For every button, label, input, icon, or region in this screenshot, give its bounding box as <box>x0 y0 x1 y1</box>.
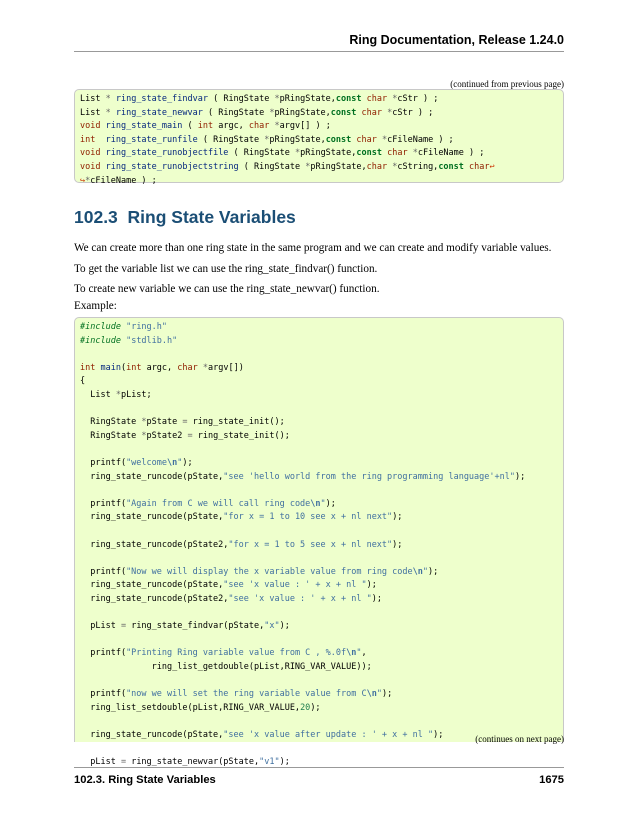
code-line <box>80 348 558 362</box>
code-token: ); <box>428 566 439 577</box>
code-line <box>80 93 558 107</box>
running-header-title: Ring Documentation, Release 1.24.0 <box>349 33 564 47</box>
code-line <box>80 715 558 729</box>
code-line <box>80 593 558 607</box>
code-token: , <box>361 648 367 659</box>
code-token: pRingState, <box>269 134 326 145</box>
code-token: ring_state_runfile <box>105 134 198 145</box>
code-token: ring_state_init(); <box>187 417 285 428</box>
code-token: ( RingState <box>202 107 270 118</box>
code-token: pList; <box>120 389 152 400</box>
code-token: " <box>356 648 362 659</box>
code-token: ); <box>371 593 382 604</box>
code-token: "see 'x value after update : ' + x + nl " <box>223 729 434 740</box>
code-token: * <box>274 121 280 132</box>
code-token: int <box>80 134 96 145</box>
code-token: = <box>120 757 127 767</box>
code-token: char <box>177 362 198 373</box>
section-heading <box>74 207 296 228</box>
code-line <box>80 161 558 175</box>
code-token: cFileName ) ; <box>417 148 485 159</box>
code-token: " <box>422 566 429 577</box>
code-token: * <box>202 362 209 373</box>
paragraph-example-label: Example: <box>74 300 117 312</box>
code-token: * <box>412 148 418 159</box>
paragraph-intro: We can create more than one ring state in the same program and we can create and modify variable values. <box>74 242 552 254</box>
code-line <box>80 579 558 593</box>
code-token: \n <box>310 498 321 509</box>
code-line <box>80 484 558 498</box>
code-token: printf( <box>80 566 127 577</box>
code-line <box>80 606 558 620</box>
code-token: const <box>325 134 352 145</box>
code-token: ); <box>433 729 444 740</box>
code-line <box>80 375 558 389</box>
code-token: const <box>330 107 357 118</box>
code-token: "x" <box>264 621 280 632</box>
code-token: printf( <box>80 498 127 509</box>
code-block-example[interactable] <box>74 317 564 767</box>
code-token: * <box>382 134 388 145</box>
code-token: RingState <box>80 430 142 441</box>
continued-from-note: (continued from previous page) <box>450 79 564 89</box>
code-token: * <box>264 134 270 145</box>
code-token: List <box>80 107 106 118</box>
code-token: const <box>335 94 362 104</box>
code-line <box>80 120 558 134</box>
code-token: = <box>187 430 193 441</box>
code-token: ( <box>120 362 127 373</box>
code-token: cFileName ) ; <box>387 134 454 145</box>
code-token: ring_state_runobjectfile <box>105 148 229 159</box>
code-token: ring_state_runobjectstring <box>105 161 239 172</box>
code-token: ); <box>310 702 321 713</box>
code-token: * <box>392 94 398 104</box>
section-title: Ring State Variables <box>127 207 296 227</box>
paragraph-newvar: To create new variable we can use the ring_state_newvar() function. <box>74 283 380 295</box>
code-line <box>80 107 558 121</box>
code-token: #include <box>80 322 121 332</box>
code-token: cString, <box>397 161 439 172</box>
code-token: ); <box>381 689 393 700</box>
code-token: pList <box>80 621 121 632</box>
code-token: argc, <box>141 362 178 373</box>
code-token: "see 'x value : ' + x + nl " <box>223 580 367 591</box>
code-line <box>80 661 558 675</box>
code-token: "for x = 1 to 5 see x + nl next" <box>228 539 393 550</box>
section-number: 102.3 <box>74 207 118 227</box>
footer-divider <box>74 767 564 768</box>
code-line <box>80 552 558 566</box>
code-token: ring_state_runcode(pState, <box>80 729 224 740</box>
code-line <box>80 416 558 430</box>
code-token: ring_state_runcode(pState, <box>80 471 224 482</box>
code-line <box>80 362 558 376</box>
code-token: int <box>80 362 96 373</box>
code-block-function-prototypes[interactable] <box>74 89 564 186</box>
code-token: pState2 <box>146 430 188 441</box>
code-token: { <box>80 376 86 387</box>
code-token: \n <box>366 689 377 700</box>
code-line <box>80 511 558 525</box>
code-token: ); <box>366 580 377 591</box>
code-token: * <box>269 107 275 118</box>
code-token: ring_state_runcode(pState, <box>80 512 224 523</box>
footer-section-label: 102.3. Ring State Variables <box>74 774 216 786</box>
code-line <box>80 742 558 756</box>
code-token: argc, <box>213 121 249 132</box>
code-token: ( RingState <box>238 161 306 172</box>
code-token: #include <box>80 335 121 346</box>
code-token: char <box>361 107 382 118</box>
code-token: ); <box>392 512 403 523</box>
code-token: ring_list_setdouble(pList,RING_VAR_VALUE, <box>80 702 301 713</box>
code-token: pRingState, <box>274 107 331 118</box>
code-line <box>80 620 558 634</box>
code-token: ring_state_runcode(pState2, <box>80 539 229 550</box>
code-line <box>80 457 558 471</box>
code-token: pRingState, <box>310 161 367 172</box>
code-token: * <box>305 161 311 172</box>
code-token: char <box>366 161 388 172</box>
code-token: printf( <box>80 689 127 700</box>
code-token: ring_state_newvar <box>115 107 203 118</box>
code-line <box>80 702 558 716</box>
code-token: ); <box>279 757 290 767</box>
code-token: pRingState, <box>279 94 336 104</box>
code-line <box>80 674 558 688</box>
code-line <box>80 147 558 161</box>
code-token: "Now we will display the x variable value from ring code <box>126 566 413 577</box>
code-token: void <box>80 121 101 132</box>
code-token: const <box>356 148 382 159</box>
code-token: RingState <box>80 417 142 428</box>
code-token: List <box>80 389 116 400</box>
code-line <box>80 539 558 553</box>
code-token: char <box>248 121 270 132</box>
code-token: " <box>177 457 183 468</box>
code-token: " <box>376 689 382 700</box>
code-token: "stdlib.h" <box>126 335 178 346</box>
code-line <box>80 688 558 702</box>
code-token: \n <box>412 566 423 577</box>
code-token: char <box>366 94 388 104</box>
code-line <box>80 566 558 580</box>
code-token: char <box>356 134 377 145</box>
code-line <box>80 647 558 661</box>
code-token: ( RingState <box>228 148 295 159</box>
code-token: * <box>141 417 147 428</box>
code-token: ↪ <box>80 175 86 186</box>
code-token: "see 'x value : ' + x + nl " <box>228 593 372 604</box>
code-token: ); <box>515 471 526 482</box>
code-token: * <box>392 161 398 172</box>
code-token: int <box>126 362 142 373</box>
code-token: * <box>105 94 111 104</box>
code-line <box>80 471 558 485</box>
code-token: 20 <box>300 702 311 713</box>
code-token: "v1" <box>259 757 280 767</box>
code-token: ); <box>182 457 193 468</box>
code-token: ring_state_runcode(pState, <box>80 580 224 591</box>
paragraph-findvar: To get the variable list we can use the ring_state_findvar() function. <box>74 263 378 275</box>
code-token: printf( <box>80 648 127 659</box>
code-token: ); <box>279 621 290 632</box>
code-token <box>95 135 105 145</box>
code-line <box>80 498 558 512</box>
code-token: "Again from C we will call ring code <box>126 498 311 509</box>
code-token: "Printing Ring variable value from C , %.0f <box>126 648 347 659</box>
code-token: argv[] ) ; <box>279 121 331 132</box>
code-token: * <box>115 389 121 400</box>
code-token: ( <box>182 121 198 132</box>
continues-on-note: (continues on next page) <box>475 734 564 744</box>
code-token: " <box>320 498 326 509</box>
code-line <box>80 175 558 189</box>
code-token: ( RingState <box>197 134 265 145</box>
code-token: cStr ) ; <box>392 107 434 118</box>
code-token: int <box>197 121 214 132</box>
code-token: "see 'hello world from the ring programming language'+nl" <box>223 471 515 482</box>
code-token: ring_state_init(); <box>192 430 290 441</box>
code-token: * <box>85 175 91 186</box>
code-token: argv[]) <box>208 362 244 373</box>
code-line <box>80 134 558 148</box>
footer-page-number: 1675 <box>539 774 564 786</box>
code-token: cStr ) ; <box>397 94 439 104</box>
code-line <box>80 634 558 648</box>
code-token: pRingState, <box>300 148 357 159</box>
code-token: ring_state_main <box>105 121 183 132</box>
code-line <box>80 389 558 403</box>
code-token: = <box>182 417 188 428</box>
code-token: = <box>120 621 127 632</box>
code-token: \n <box>167 457 178 468</box>
code-line <box>80 430 558 444</box>
code-token: void <box>80 148 101 159</box>
code-token: "for x = 1 to 10 see x + nl next" <box>223 512 393 523</box>
code-line <box>80 525 558 539</box>
code-token: ring_state_findvar <box>115 94 208 104</box>
code-token: const <box>438 161 464 172</box>
code-token: "ring.h" <box>126 322 168 332</box>
code-token: char <box>469 161 490 172</box>
code-token: pList <box>80 757 121 767</box>
code-token: ring_list_getdouble(pList,RING_VAR_VALUE)); <box>80 661 372 672</box>
code-token: ); <box>392 539 403 550</box>
code-token: ring_state_findvar(pState, <box>126 621 265 632</box>
code-line <box>80 443 558 457</box>
code-token: main <box>100 362 121 373</box>
code-token: void <box>80 161 101 172</box>
code-token: ring_state_newvar(pState, <box>126 757 260 767</box>
header-divider <box>74 51 564 52</box>
code-line <box>80 321 558 335</box>
code-token: ↩ <box>489 161 495 172</box>
code-token: List <box>80 94 106 104</box>
code-token: * <box>294 148 301 159</box>
code-token: \n <box>346 648 357 659</box>
code-token: cFileName ) ; <box>90 175 157 186</box>
code-token: ); <box>325 498 336 509</box>
code-token: char <box>387 148 408 159</box>
code-token: * <box>105 107 111 118</box>
code-line <box>80 335 558 349</box>
code-token: * <box>387 107 393 118</box>
code-line <box>80 403 558 417</box>
code-token: * <box>141 430 147 441</box>
code-token: * <box>274 94 280 104</box>
code-token: "now we will set the ring variable value from C <box>126 689 367 700</box>
code-token: ( RingState <box>207 94 275 104</box>
code-token: pState <box>146 417 183 428</box>
code-token: ring_state_runcode(pState2, <box>80 593 229 604</box>
code-token: "welcome <box>126 457 168 468</box>
code-token: printf( <box>80 457 127 468</box>
